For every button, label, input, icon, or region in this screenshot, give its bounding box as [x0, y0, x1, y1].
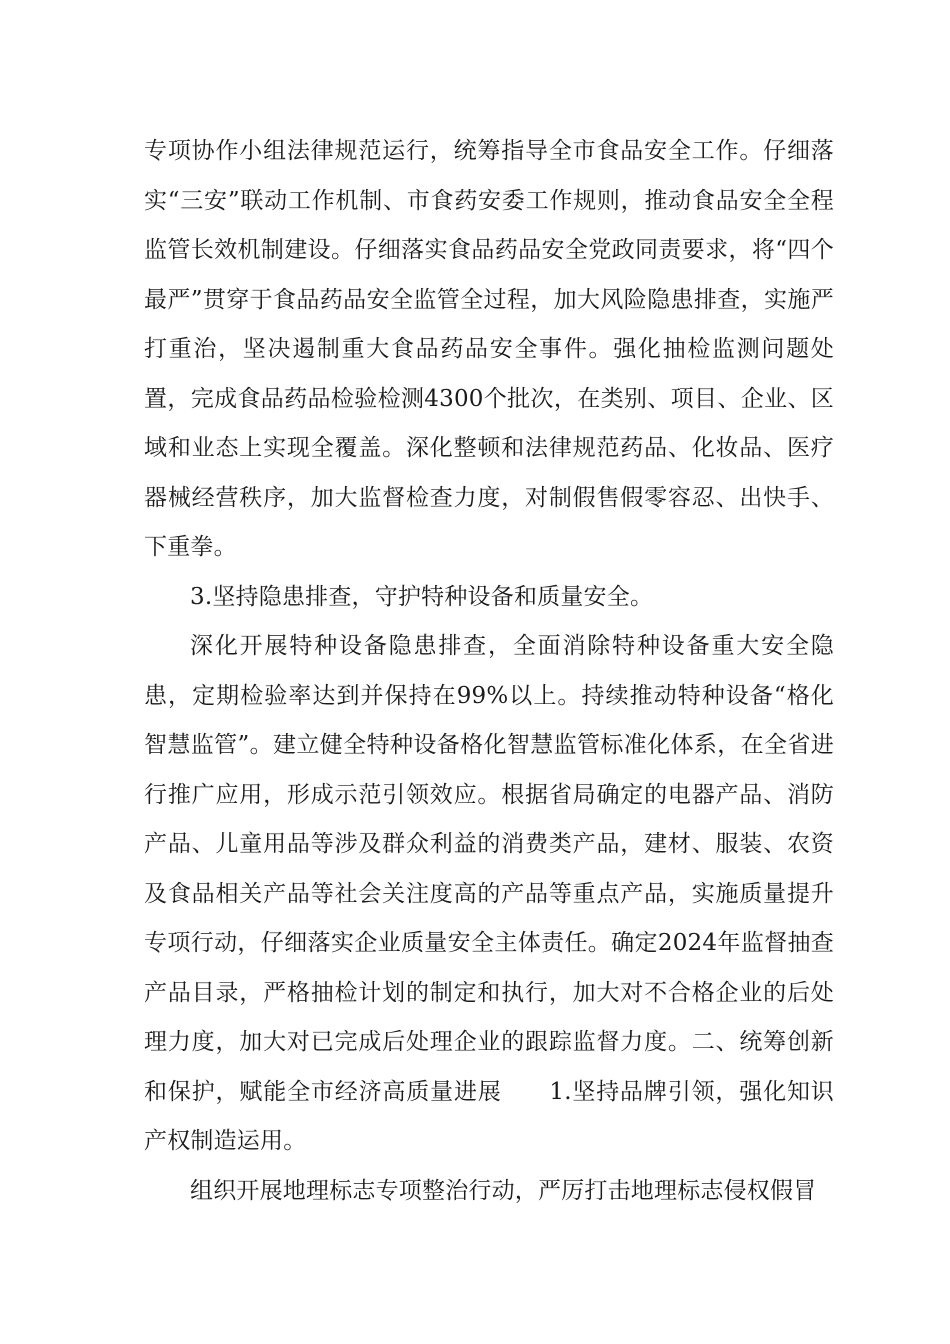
paragraph-geographic-indication: 组织开展地理标志专项整治行动，严厉打击地理标志侵权假冒 [190, 1177, 817, 1204]
paragraph-food-safety: 专项协作小组法律规范运行，统筹指导全市食品安全工作。仔细落实“三安”联动工作机制、市食药安委工作规则，推动食品安全全程监管长效机制建设。仔细落实食品药品安全党政同责要求，将“四个最严”贯穿于食品药品安全监管全过程，加大风险隐患排查，实施严打重治，坚决遏制重大食品药品安全事件。强化抽检监测问题处置，完成食品药品检验检测4300个批次，在类别、项目、企业、区域和业态上实现全覆盖。深化整顿和法律规范药品、化妆品、医疗器械经营秩序，加大监督检查力度，对制假售假零容忍、出快手、下重拳。 [144, 138, 834, 560]
section-heading-special-equipment: 3.坚持隐患排查，守护特种设备和质量安全。 [190, 583, 654, 610]
paragraph-special-equipment: 深化开展特种设备隐患排查，全面消除特种设备重大安全隐患，定期检验率达到并保持在99%以上。持续推动特种设备“格化智慧监管”。建立健全特种设备格化智慧监管标准化体系，在全省进行推广应用，形成示范引领效应。根据省局确定的电器产品、消防产品、儿童用品等涉及群众利益的消费类产品，建材、服装、农资及食品相关产品等社会关注度高的产品等重点产品，实施质量提升专项行动，仔细落实企业质量安全主体责任。确定2024年监督抽查产品目录，严格抽检计划的制定和执行，加大对不合格企业的后处理力度，加大对已完成后处理企业的跟踪监督力度。二、统筹创新和保护，赋能全市经济高质量进展 1.坚持品牌引领，强化知识产权制造运用。 [144, 633, 834, 1154]
document-body [144, 127, 834, 1216]
